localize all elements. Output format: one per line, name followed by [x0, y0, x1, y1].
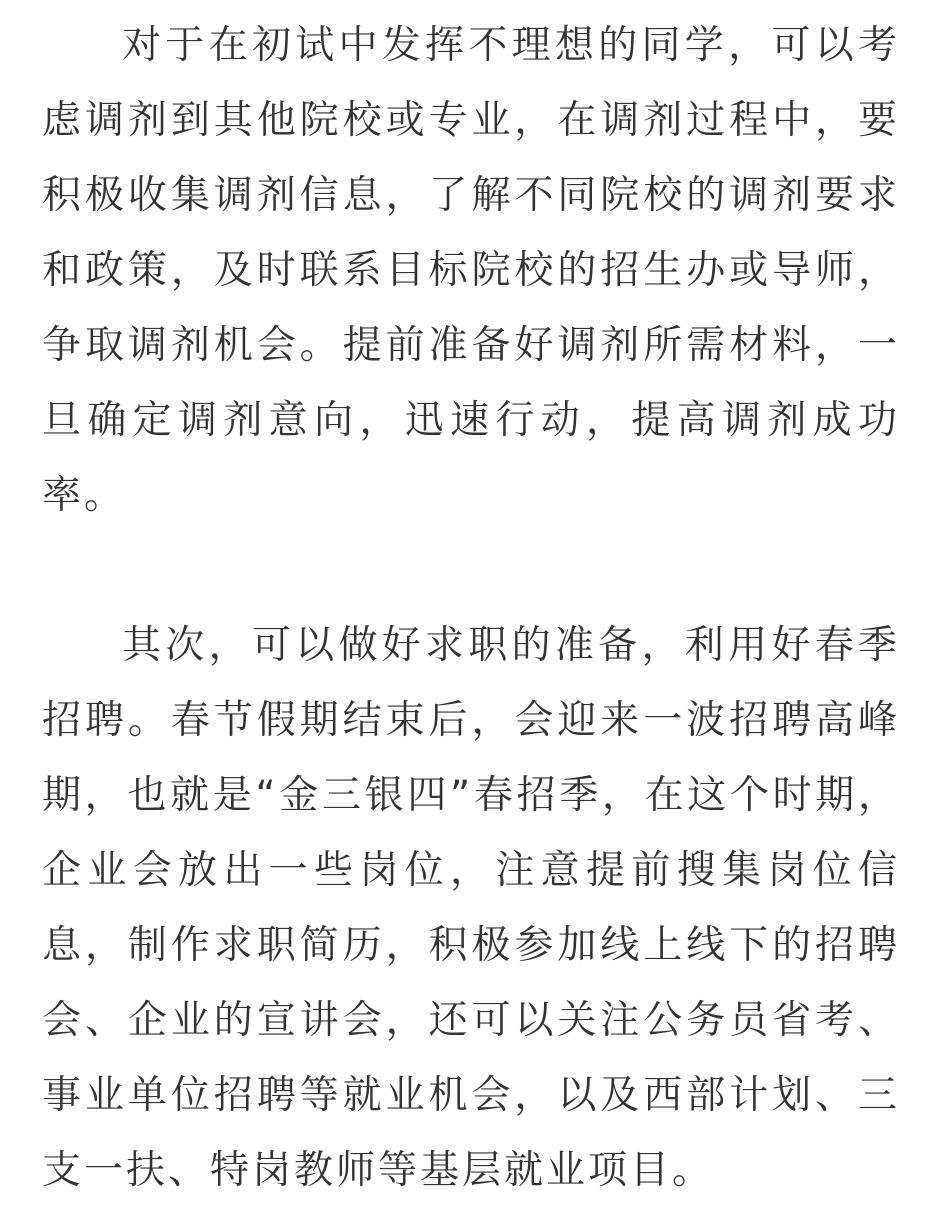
- paragraph-job-hunting: 其次，可以做好求职的准备，利用好春季招聘。春节假期结束后，会迎来一波招聘高峰期，也就是“金三银四”春招季，在这个时期，企业会放出一些岗位，注意提前搜集岗位信息，制作求职简历，积极参加线上线下的招聘会、企业的宣讲会，还可以关注公务员省考、事业单位招聘等就业机会，以及西部计划、三支一扶、特岗教师等基层就业项目。: [42, 623, 900, 1193]
- paragraph-adjustment: 对于在初试中发挥不理想的同学，可以考虑调剂到其他院校或专业，在调剂过程中，要积极收集调剂信息，了解不同院校的调剂要求和政策，及时联系目标院校的招生办或导师，争取调剂机会。提前准备好调剂所需材料，一旦确定调剂意向，迅速行动，提高调剂成功率。: [42, 23, 900, 518]
- article-body: [42, 8, 900, 1208]
- paragraph-spacer: [42, 533, 900, 608]
